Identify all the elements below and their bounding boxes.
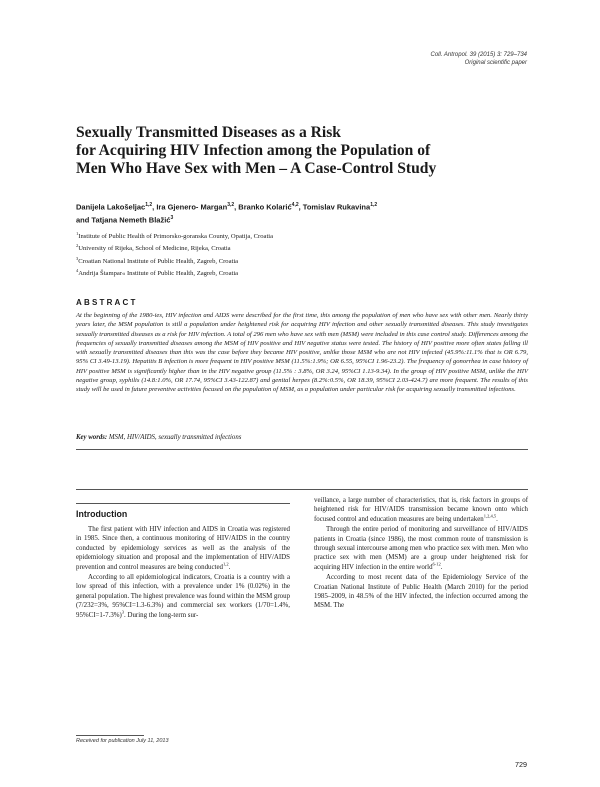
author-affil-ref: 4,2 xyxy=(291,202,299,208)
author-name: , Tomislav Rukavina xyxy=(298,202,371,212)
paragraph-text: According to most recent data of the Epidemiology Service of the Croatian National Institute of Public Health (March 2010) for the period 1985–2009, in 48.5% of the HIV infected, the infection occurred among the MSM. The xyxy=(314,574,528,610)
author-name: , Ira Gjenero- Margan xyxy=(152,202,228,212)
citation-ref: 1,2 xyxy=(222,561,229,567)
journal-reference xyxy=(430,51,527,67)
paragraph-text: veillance, a large number of characteristics, that is, risk factors in groups of heightened risk for HIV/AIDS transmission became known onto which focused control and education measures are being undertaken xyxy=(314,497,528,523)
paragraph-text: The first patient with HIV infection and AIDS in Croatia was registered in 1985. Since then, a continuous monitoring of HIV/AIDS in the country conducted by epidemiology services as well as the analysis of the epidemiology situation and proposal and the implementation of HIV/AIDS prevention and control measures are being conducted xyxy=(76,526,290,571)
author-name: Danijela Lakošeljac xyxy=(76,202,146,212)
affiliation-text: Croatian National Institute of Public Health, Zagreb, Croatia xyxy=(78,257,239,265)
affiliation-item xyxy=(76,266,536,278)
journal-citation: Coll. Antropol. 39 (2015) 3: 729–734 xyxy=(430,52,527,58)
paragraph: veillance, a large number of characteristics, that is, risk factors in groups of heightened risk for HIV/AIDS transmission became known onto which focused control and education measures are being undertaken$^{1,2,4,5}$. xyxy=(314,497,528,523)
keywords-label: Key words: xyxy=(76,434,108,441)
author-line-2 xyxy=(76,213,536,226)
affiliation-text: Institute of Public Health of Primorsko-goranska County, Opatija, Croatia xyxy=(78,233,274,241)
citation-ref: 1,2,4,5 xyxy=(483,513,497,519)
affiliation-number: 3 xyxy=(76,255,79,261)
affiliation-number: 1 xyxy=(76,231,79,236)
affiliation-item xyxy=(76,241,536,253)
author-affil-ref: 1,2 xyxy=(370,202,378,208)
citation-ref: 3 xyxy=(121,609,125,615)
paragraph-text: According to all epidemiological indicators, Croatia is a country with a low spread of this infection, with a prevalence under 1% (0.02%) in the general population. The highest prevalence was found within the MSM group (7/232=3%, 95%CI=1.3-6.3%) and commercial sex workers (1/70=1.4%, 95%CI=1-7.3%) xyxy=(76,574,291,619)
left-column xyxy=(76,525,290,621)
paragraph xyxy=(314,573,528,611)
author-affil-ref: 3 xyxy=(170,214,174,221)
paragraph-text: Through the entire period of monitoring and surveillance of HIV/AIDS patients in Croatia (since 1986), the most common route of transmission is through sexual intercourse among men who practice sex with men. Men who practice sex with men (MSM) are a group under heightened risk for acquiring HIV infection in the entire world xyxy=(314,526,528,571)
keywords-divider xyxy=(76,449,528,450)
citation-ref: 6-12 xyxy=(432,561,441,567)
title-line-1: Sexually Transmitted Diseases as a Risk xyxy=(76,124,341,141)
author-line-1 xyxy=(76,200,536,213)
author-name: and Tatjana Nemeth Blažić xyxy=(76,215,171,224)
paragraph: The first patient with HIV infection and AIDS in Croatia was registered in 1985. Since then, a continuous monitoring of HIV/AIDS in the country conducted by epidemiology services as well as the analysis of the epidemiology situation and proposal and the implementation of HIV/AIDS prevention and control measures are being conducted$^{1,2}$. xyxy=(76,526,290,571)
section-divider-top xyxy=(76,489,528,490)
affiliation-item xyxy=(76,254,536,266)
paragraph xyxy=(76,573,290,620)
abstract-heading: ABSTRACT xyxy=(76,298,138,307)
title-line-2: for Acquiring HIV Infection among the Population of xyxy=(76,142,431,159)
author-affil-ref: 1,2 xyxy=(145,202,153,208)
keywords-text: MSM, HIV/AIDS, sexually transmitted infections xyxy=(108,434,242,441)
affiliation-number: 2 xyxy=(76,243,79,249)
paper-title xyxy=(76,124,536,178)
author-name: , Branko Kolarić xyxy=(234,202,292,212)
title-line-3: Men Who Have Sex with Men – A Case-Control Study xyxy=(76,160,437,177)
affiliation-text: Andrija Štampar« Institute of Public Health, Zagreb, Croatia xyxy=(78,270,239,278)
paragraph: Through the entire period of monitoring and surveillance of HIV/AIDS patients in Croatia (since 1986), the most common route of transmission is through sexual intercourse among men who practice sex with men. Men who practice sex with men (MSM) are a group under heightened risk for acquiring HIV infection in the entire world$^{6-12}$. xyxy=(314,526,528,571)
introduction-heading: Introduction xyxy=(76,509,128,519)
paragraph-text: . During the long-term sur- xyxy=(124,611,199,619)
section-divider-left xyxy=(76,503,290,504)
affiliation-item xyxy=(76,229,536,241)
keywords xyxy=(76,433,528,442)
page-number: 729 xyxy=(515,760,527,769)
affiliation-text: University of Rijeka, School of Medicine, Rijeka, Croatia xyxy=(78,245,231,253)
article-type: Original scientific paper xyxy=(464,60,527,66)
affiliation-list xyxy=(76,229,536,279)
author-list xyxy=(76,200,536,225)
abstract-text: At the beginning of the 1980-ies, HIV infection and AIDS were described for the first time, this among the population of men who have sex with other men. Nearly thirty years later, the MSM population is still a population under heightened risk for acquiring HIV infection and other sexually transmitted diseases. This study investigates sexually transmitted diseases as a risk for HIV infection. A total of 296 men who have sex with men (MSM) were included in this case control study. Differences among the frequencies of sexually transmitted diseases among the MSM of HIV positive and HIV negative status were tested. The history of HIV positive more often states falling ill with sexually transmitted diseases than this was the case before they became HIV positive, unlike those MSM who are not HIV infected (45.9%:11.1% that is OR 6.79, 95% CI 3.49-13.19). Hepatitis B infection is more frequent in HIV positive MSM (11.5%:1.9%; OR 6.55, 95%CI 1.96-23.2). The frequency of gonorrhea in case history of HIV positive MSM is significantly higher than in the HIV negative group (11.5% : 3.8%, OR 3.24, 95%CI 1.13-9.34). In the group of HIV positive MSM, unlike the HIV negative group, syphilis (14.8:1.0%, OR 17.74, 95%CI 3.43-122.87) and genital herpes (8.2%:0.5%, OR 18.39, 95%CI 2.03-424.7) are more frequent. The results of this study will be used in future preventive activities focused on the population of MSM, as a population under particular risk for acquiring sexually transmitted infections. xyxy=(76,312,528,394)
received-date-footnote: Received for publication July 11, 2013 xyxy=(76,738,169,744)
affiliation-number: 4 xyxy=(76,268,79,274)
author-affil-ref: 3,2 xyxy=(227,202,235,208)
right-column xyxy=(314,496,528,612)
footnote-divider xyxy=(76,735,144,736)
